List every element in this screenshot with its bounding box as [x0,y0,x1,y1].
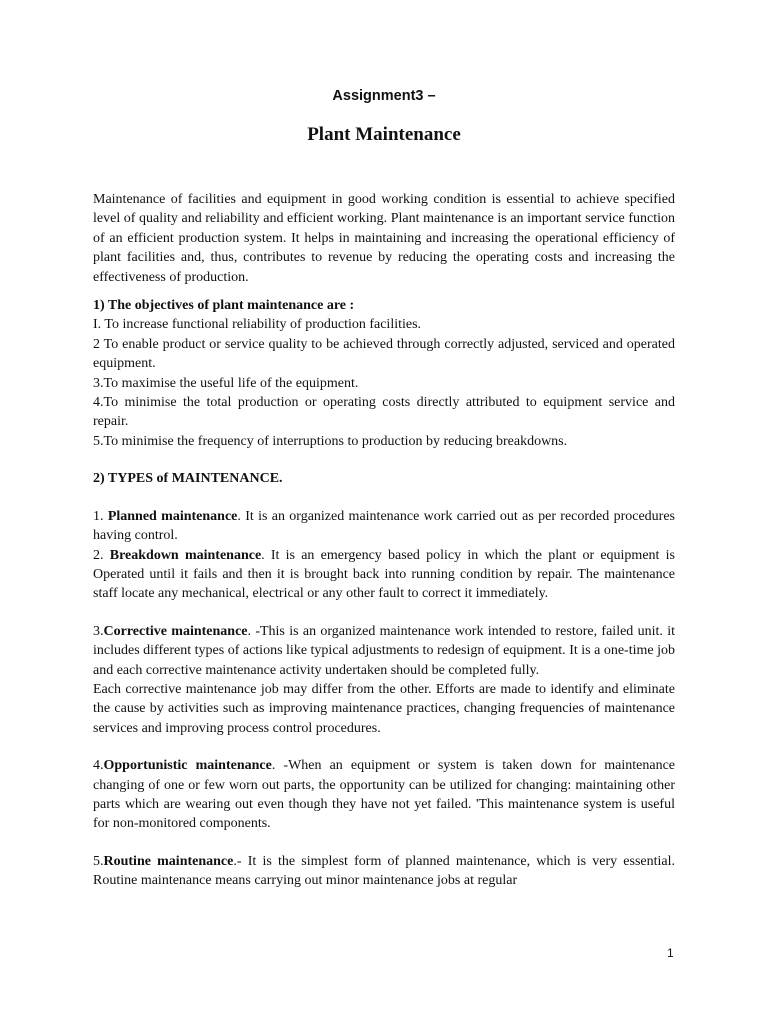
type-item-opportunistic [93,756,675,834]
type-description: . It is an emergency based policy in which the plant or equipment is Operated until it fails and then it is brought back into running condition by repair. The maintenance staff locate any mechanical, electrical or any other fault to correct it immediately. [93,547,675,602]
objectives-heading [93,296,675,315]
objective-item: 5.To minimise the frequency of interruptions to production by reducing breakdowns. [93,433,568,449]
objective-item: 3.To maximise the useful life of the equipment. [93,375,359,391]
type-description: .- It is the simplest form of planned maintenance, which is very essential. Routine maintenance means carrying out minor maintenance jobs at regular [93,853,675,889]
objective-item: I. To increase functional reliability of production facilities. [93,317,422,333]
type-description: . -When an equipment or system is taken down for maintenance changing of one or few worn out parts, the opportunity can be utilized for changing: maintaining other parts which are wearing out even though they have not yet failed. 'This maintenance system is useful for non-monitored components. [93,758,676,832]
types-heading-text: 2) TYPES of MAINTENANCE. [93,471,283,487]
page-number: 1 [667,946,674,960]
type-item-routine [93,852,675,891]
type-description: . -This is an organized maintenance work intended to restore, failed unit. it includes different types of actions like typical adjustments to redesign of equipment. It is a one-time job and each corrective maintenance activity undertaken should be completed fully. [93,623,675,678]
page-title: Plant Maintenance [307,124,461,145]
type-description: . It is an organized maintenance work carried out as per recorded procedures having control. [93,508,676,544]
type-item-planned [93,507,675,546]
assignment-label: Assignment3 – [332,88,436,104]
type-term: Opportunistic maintenance [103,758,272,774]
document-body [93,190,675,891]
intro-paragraph: Maintenance of facilities and equipment in good working condition is essential to achieve specified level of quality and reliability and efficient working. Plant maintenance is an important service function of an efficient production system. It helps in maintaining and increasing the operational efficiency of plant facilities and, thus, contributes to revenue by reducing the operating costs and increasing the effectiveness of production. [93,192,675,285]
type-number: 1. [93,508,108,524]
type-term: Breakdown maintenance [109,547,262,563]
objective-item: 2 To enable product or service quality to be achieved through correctly adjusted, serviced and operated equipment. [93,336,675,372]
types-heading [93,469,675,488]
objective-item: 4.To minimise the total production or operating costs directly attributed to equipment service and repair. [93,395,675,430]
corrective-extra-paragraph: Each corrective maintenance job may differ from the other. Efforts are made to identify and eliminate the cause by activities such as improving maintenance practices, changing frequencies of maintenance services and improving process control procedures. [93,681,675,736]
type-item-breakdown [93,546,675,604]
type-number: 4. [93,758,104,774]
objectives-heading-text: 1) The objectives of plant maintenance are : [93,298,355,314]
type-number: 2. [93,547,110,563]
type-number: 5. [93,853,104,869]
type-number: 3. [93,623,104,639]
type-term: Routine maintenance [103,853,234,869]
type-term: Corrective maintenance [103,623,248,639]
type-item-corrective [93,622,675,680]
type-term: Planned maintenance [107,508,238,524]
